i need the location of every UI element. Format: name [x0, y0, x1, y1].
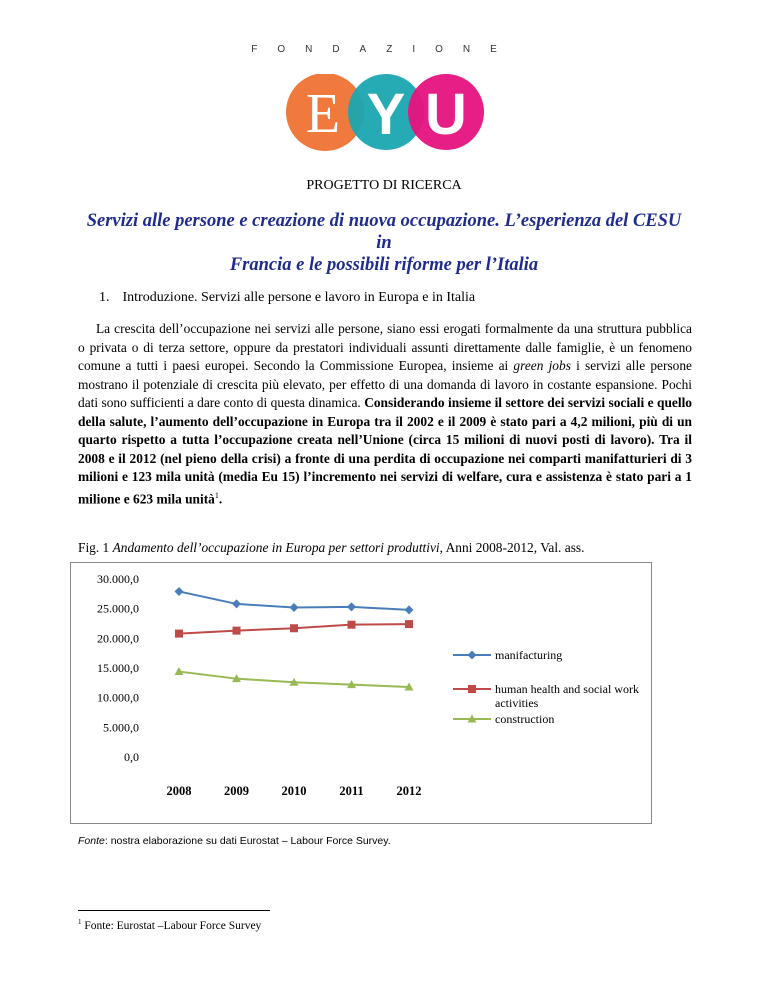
footnote-text: Fonte: Eurostat –Labour Force Survey [81, 919, 262, 932]
footnote-separator [78, 910, 270, 911]
legend-label: human health and social work [495, 682, 639, 696]
y-tick-label: 30.000,0 [97, 572, 139, 586]
section-title: Introduzione. Servizi alle persone e lavoro in Europa e in Italia [122, 290, 476, 305]
paragraph-bold: Considerando insieme il settore dei servizi sociali e quello della salute, l’aumento dell’occupazione in Europa tra il 2002 e il 2009 è stato pari a 4,2 milioni, più di un quarto rispetto a tutta l’occupazione creata nell’Unione (circa 15 milioni di nuovi posti di lavoro). Tra il 2008 e il 2012 (nel pieno della crisi) a fronte di una perdita di occupazione nei comparti manifatturieri di 3 milioni e 123 mila unità (media Eu 15) l’incremento nei servizi di welfare, cura e assistenza è stato pari a 1 milione e 623 mila unità [78, 395, 692, 506]
paragraph-text-2: i servizi alle persone mostrano il potenziale di crescita più elevato, per effetto di una domanda di lavoro in costante espansione. Pochi dati sono sufficienti a dare conto di questa dinamica. [78, 358, 692, 410]
title-line-1: Servizi alle persone e creazione di nuova occupazione. L’esperienza del CESU in [86, 211, 682, 253]
title-line-2: Francia e le possibili riforme per l’Italia [229, 255, 539, 275]
section-number: 1. [99, 290, 110, 305]
chart-svg [71, 563, 651, 823]
data-point-0 [232, 599, 241, 608]
source-label: Fonte [78, 835, 105, 847]
logo-letter-u: U [425, 82, 467, 147]
section-heading [99, 290, 475, 306]
intro-paragraph [78, 320, 692, 508]
y-tick-label: 5.000,0 [103, 720, 139, 735]
y-tick-label: 0,0 [124, 750, 139, 764]
legend-label: construction [495, 712, 555, 726]
data-point-1 [405, 620, 413, 628]
data-point-1 [233, 627, 241, 635]
logo-letter-y: Y [366, 82, 406, 147]
paragraph-text-1: La crescita dell’occupazione nei servizi alle persone, siano essi erogati formalmente da una struttura pubblica o privata o di terza settore, oppure da prestatori individuali assunti direttamente dalle famiglie, è un fenomeno comune a tutti i paesi europei. Secondo la Commissione Europea, insieme ai [78, 321, 692, 373]
x-tick-label: 2011 [339, 784, 364, 798]
foundation-wordmark: FONDAZIONE [251, 44, 517, 55]
data-point-1 [175, 630, 183, 638]
paragraph-end: . [218, 490, 223, 506]
footnote-number: 1 [78, 918, 82, 926]
figure-source [78, 835, 391, 847]
data-point-0 [347, 602, 356, 611]
footnote [78, 918, 261, 932]
figure-label: Fig. 1 [78, 540, 113, 555]
data-point-0 [290, 603, 299, 612]
eyu-logo [283, 74, 488, 154]
employment-chart [70, 562, 652, 824]
x-tick-label: 2012 [396, 784, 422, 798]
data-point-1 [290, 624, 298, 632]
paragraph-emphasis: green jobs [513, 358, 571, 373]
x-tick-label: 2010 [281, 784, 307, 798]
y-tick-label: 20.000,0 [97, 631, 139, 646]
legend-marker-0 [468, 651, 477, 660]
footnote-reference[interactable]: 1 [214, 490, 219, 500]
figure-caption [78, 540, 708, 556]
legend-label: manifacturing [495, 648, 563, 662]
y-tick-label: 10.000,0 [97, 690, 139, 705]
project-kicker: PROGETTO DI RICERCA [306, 178, 462, 193]
figure-title: Andamento dell’occupazione in Europa per settori produttivi [112, 540, 440, 555]
document-title [80, 210, 688, 276]
data-point-0 [405, 605, 414, 614]
source-text: : nostra elaborazione su dati Eurostat – Labour Force Survey. [104, 835, 391, 847]
figure-suffix: , Anni 2008-2012, Val. ass. [439, 540, 585, 555]
legend-marker-1 [468, 685, 476, 693]
x-tick-label: 2008 [166, 784, 192, 798]
x-tick-label: 2009 [224, 784, 249, 798]
logo-letter-e: E [305, 83, 341, 145]
y-tick-label: 15.000,0 [97, 661, 139, 675]
legend-label: activities [495, 696, 539, 710]
data-point-1 [348, 621, 356, 629]
y-tick-label: 25.000,0 [97, 601, 139, 616]
data-point-0 [175, 587, 184, 596]
